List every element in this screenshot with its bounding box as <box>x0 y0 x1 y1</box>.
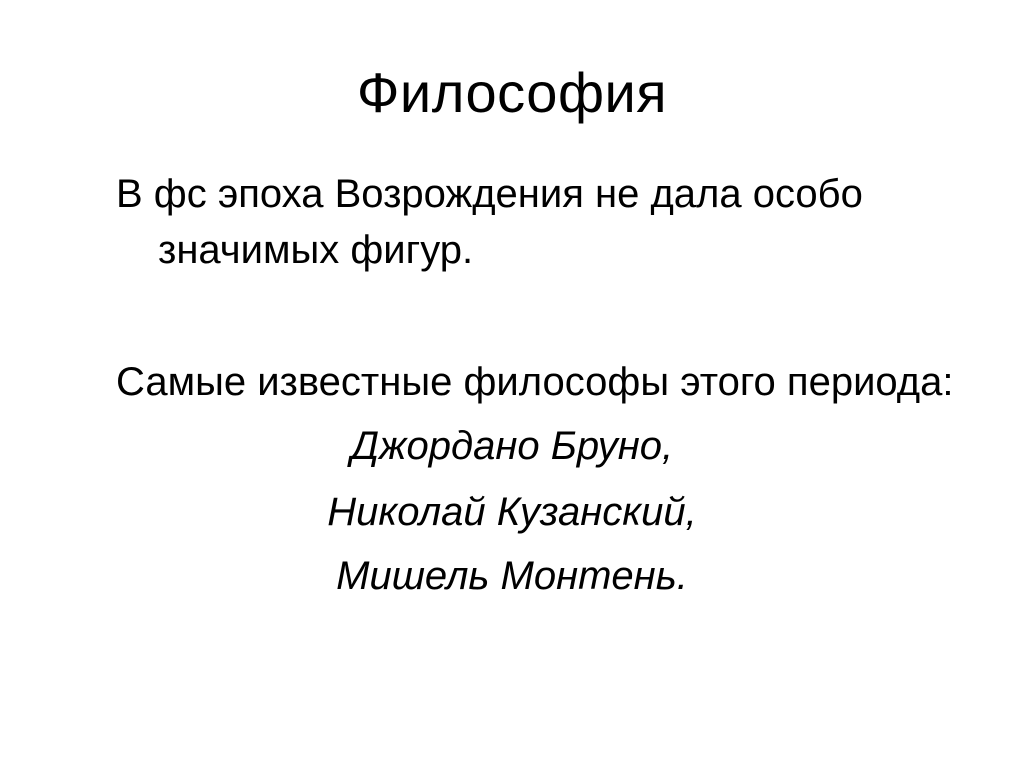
philosopher-name-1: Джордано Бруно, <box>350 424 674 468</box>
lead-line: Самые известные философы этого периода: <box>116 360 954 404</box>
philosopher-name-2: Николай Кузанский, <box>327 490 697 534</box>
philosopher-name-3: Мишель Монтень. <box>336 554 688 598</box>
slide-title: Философия <box>356 61 668 124</box>
intro-paragraph-line-2: значимых фигур. <box>158 228 474 272</box>
intro-paragraph-line-1: В фс эпоха Возрождения не дала особо <box>116 172 863 216</box>
